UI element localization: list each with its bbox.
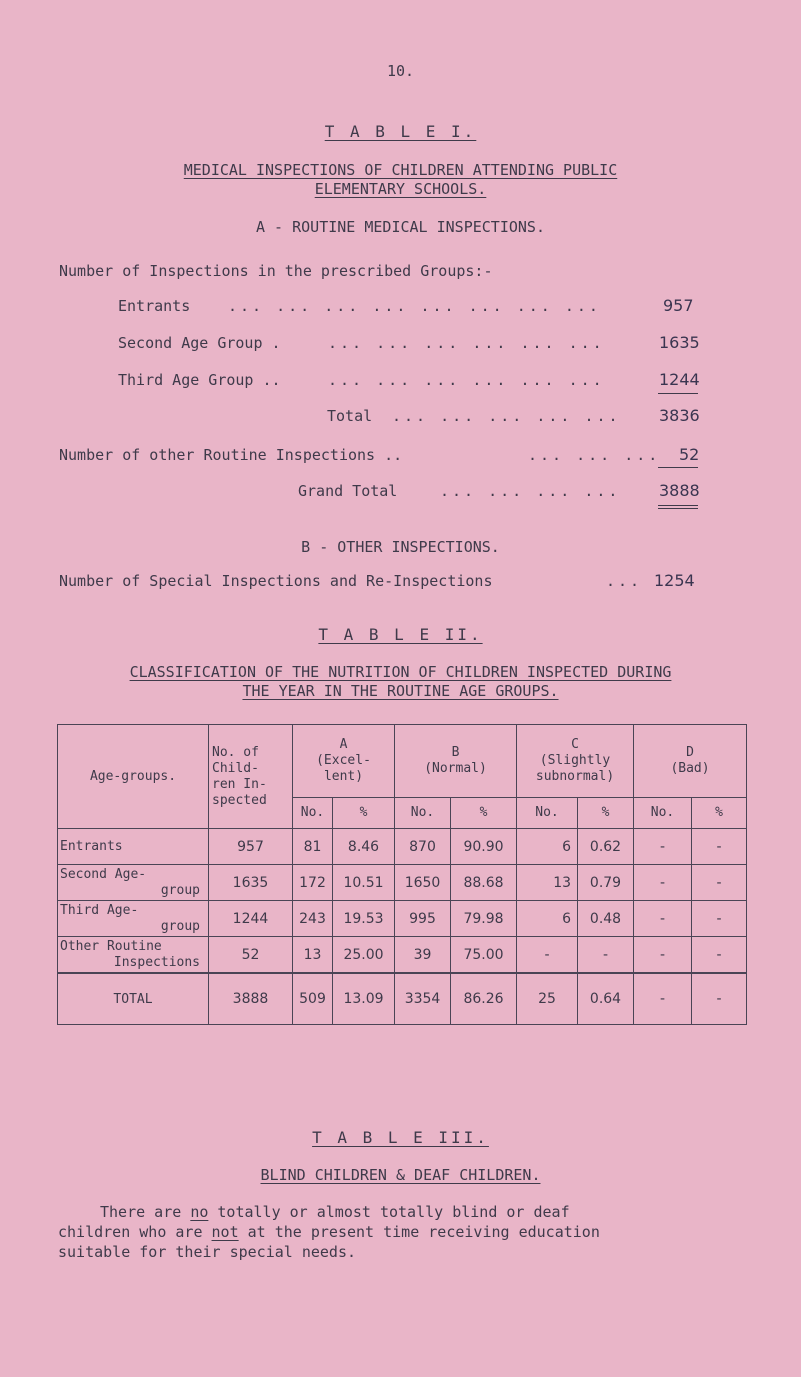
cell-a-no: 172 [293, 865, 333, 901]
para-text: There are [100, 1203, 191, 1221]
cell-d-pct: - [692, 901, 747, 937]
row-label-line: Second Age- [60, 866, 147, 882]
cell-a-pct: 19.53 [333, 901, 395, 937]
header-a-letter: A [339, 737, 348, 752]
cell-c-pct: 0.48 [578, 901, 634, 937]
third-age-group-label: Third Age Group .. [118, 371, 281, 389]
second-age-group-label: Second Age Group . [118, 334, 281, 352]
dot-leader: ... ... ... [528, 446, 661, 464]
row-label-line: group [160, 882, 200, 898]
table-row-second-age-group [58, 865, 747, 901]
cell-b-pct: 90.90 [451, 829, 517, 865]
third-age-group-value: 1244 [659, 370, 700, 389]
cell-inspected: 1244 [209, 901, 293, 937]
para-text: totally or almost totally blind or deaf [208, 1203, 570, 1221]
double-rule-bottom [658, 508, 698, 509]
header-inspected-line: spected [212, 792, 267, 808]
header-children-inspected [209, 725, 293, 829]
table1-subtitle-line2: ELEMENTARY SCHOOLS. [314, 180, 487, 198]
header-a-line: lent) [323, 769, 364, 784]
table2-title: T A B L E II. [318, 625, 483, 644]
header-b-pct: % [451, 798, 517, 829]
row-label-line: Other Routine [60, 938, 162, 954]
table2-subtitle-line1: CLASSIFICATION OF THE NUTRITION OF CHILDREN INSPECTED DURING [129, 663, 672, 681]
double-rule-top [658, 505, 698, 506]
cell-d-no: - [634, 973, 692, 1025]
header-c-line: subnormal) [535, 769, 615, 784]
cell-a-no: 509 [293, 973, 333, 1025]
cell-c-pct: 0.64 [578, 973, 634, 1025]
header-d-line: (Bad) [670, 761, 710, 776]
header-d-letter: D [686, 745, 694, 760]
grand-total-value: 3888 [659, 481, 700, 500]
special-inspections-value: 1254 [654, 571, 695, 590]
cell-d-no: - [634, 901, 692, 937]
header-inspected-line: Child- [212, 760, 259, 776]
table2-subtitle-line2: THE YEAR IN THE ROUTINE AGE GROUPS. [242, 682, 559, 700]
header-c-pct: % [578, 798, 634, 829]
table1-subtitle-line1: MEDICAL INSPECTIONS OF CHILDREN ATTENDING PUBLIC [183, 161, 618, 179]
header-class-c [517, 725, 634, 798]
row-label-line: Third Age- [60, 902, 139, 918]
header-inspected-line: No. of [212, 744, 259, 760]
header-d-no: No. [634, 798, 692, 829]
total-value: 3836 [659, 406, 700, 425]
cell-d-no: - [634, 865, 692, 901]
nutrition-table [57, 724, 747, 1025]
other-inspections-value: 52 [679, 445, 700, 464]
header-a-no: No. [293, 798, 333, 829]
grand-total-label: Grand Total [298, 482, 398, 500]
para-emphasis: not [211, 1223, 239, 1241]
cell-d-pct: - [692, 865, 747, 901]
header-d-pct: % [692, 798, 747, 829]
cell-d-pct: - [692, 973, 747, 1025]
dot-leader: ... [606, 572, 643, 590]
cell-b-no: 995 [395, 901, 451, 937]
cell-b-no: 870 [395, 829, 451, 865]
dot-leader: ... ... ... ... ... ... ... ... [228, 297, 601, 315]
cell-c-pct: 0.79 [578, 865, 634, 901]
table-row-total [58, 973, 747, 1025]
cell-c-no: 25 [517, 973, 578, 1025]
cell-b-pct: 79.98 [451, 901, 517, 937]
table-row-other-routine [58, 937, 747, 974]
header-a-line: (Excel- [316, 753, 371, 768]
header-b-line: (Normal) [424, 761, 487, 776]
special-inspections-label: Number of Special Inspections and Re-Inspections [59, 572, 493, 590]
cell-c-no: 6 [517, 829, 578, 865]
section-a-heading: A - ROUTINE MEDICAL INSPECTIONS. [256, 218, 545, 236]
cell-a-pct: 8.46 [333, 829, 395, 865]
second-age-group-value: 1635 [659, 333, 700, 352]
cell-a-pct: 10.51 [333, 865, 395, 901]
total-row-label: TOTAL [58, 973, 209, 1025]
cell-d-no: - [634, 937, 692, 974]
header-b-no: No. [395, 798, 451, 829]
cell-a-pct: 25.00 [333, 937, 395, 974]
cell-inspected: 3888 [209, 973, 293, 1025]
cell-b-pct: 86.26 [451, 973, 517, 1025]
groups-intro: Number of Inspections in the prescribed Groups:- [59, 262, 493, 280]
row-label-line: Entrants [60, 838, 123, 854]
header-b-letter: B [451, 745, 460, 760]
row-label-line: Inspections [113, 954, 200, 970]
header-inspected-line: ren In- [212, 776, 267, 792]
cell-b-no: 39 [395, 937, 451, 974]
cell-inspected: 52 [209, 937, 293, 974]
table3-title: T A B L E III. [312, 1128, 489, 1147]
other-inspections-label: Number of other Routine Inspections .. [59, 446, 403, 464]
cell-b-no: 3354 [395, 973, 451, 1025]
row-label [58, 901, 209, 937]
cell-inspected: 957 [209, 829, 293, 865]
cell-b-no: 1650 [395, 865, 451, 901]
cell-a-no: 13 [293, 937, 333, 974]
header-c-letter: C [571, 737, 579, 752]
table1-title: T A B L E I. [324, 122, 477, 141]
dot-leader: ... ... ... ... [440, 482, 621, 500]
cell-c-pct: - [578, 937, 634, 974]
sum-rule [658, 393, 698, 394]
header-c-line: (Slightly [539, 753, 611, 768]
cell-a-no: 243 [293, 901, 333, 937]
header-class-b [395, 725, 517, 798]
dot-leader: ... ... ... ... ... [392, 407, 621, 425]
dot-leader: ... ... ... ... ... ... [328, 371, 605, 389]
paragraph-line-1 [100, 1203, 570, 1221]
entrants-value: 957 [663, 296, 694, 315]
cell-d-no: - [634, 829, 692, 865]
dot-leader: ... ... ... ... ... ... [328, 334, 605, 352]
cell-b-pct: 75.00 [451, 937, 517, 974]
header-c-no: No. [517, 798, 578, 829]
header-age-groups: Age-groups. [58, 725, 209, 829]
sum-rule [658, 467, 698, 468]
cell-c-no: - [517, 937, 578, 974]
header-class-a [293, 725, 395, 798]
paragraph-line-2 [58, 1223, 600, 1241]
para-text: at the present time receiving education [238, 1223, 600, 1241]
para-emphasis: no [190, 1203, 209, 1221]
row-label-line: group [160, 918, 200, 934]
para-text: children who are [58, 1223, 212, 1241]
header-a-pct: % [333, 798, 395, 829]
header-class-d [634, 725, 747, 798]
page-number: 10. [386, 62, 415, 80]
cell-d-pct: - [692, 937, 747, 974]
total-label: Total [327, 407, 373, 425]
entrants-label: Entrants [118, 297, 191, 315]
cell-c-pct: 0.62 [578, 829, 634, 865]
row-label [58, 937, 209, 974]
cell-d-pct: - [692, 829, 747, 865]
cell-a-no: 81 [293, 829, 333, 865]
cell-c-no: 13 [517, 865, 578, 901]
section-b-heading: B - OTHER INSPECTIONS. [301, 538, 500, 556]
paragraph-line-3: suitable for their special needs. [58, 1243, 357, 1261]
cell-a-pct: 13.09 [333, 973, 395, 1025]
table-row-third-age-group [58, 901, 747, 937]
table3-subtitle: BLIND CHILDREN & DEAF CHILDREN. [260, 1166, 541, 1184]
cell-c-no: 6 [517, 901, 578, 937]
cell-b-pct: 88.68 [451, 865, 517, 901]
cell-inspected: 1635 [209, 865, 293, 901]
row-label [58, 829, 209, 865]
table-row-entrants [58, 829, 747, 865]
row-label [58, 865, 209, 901]
